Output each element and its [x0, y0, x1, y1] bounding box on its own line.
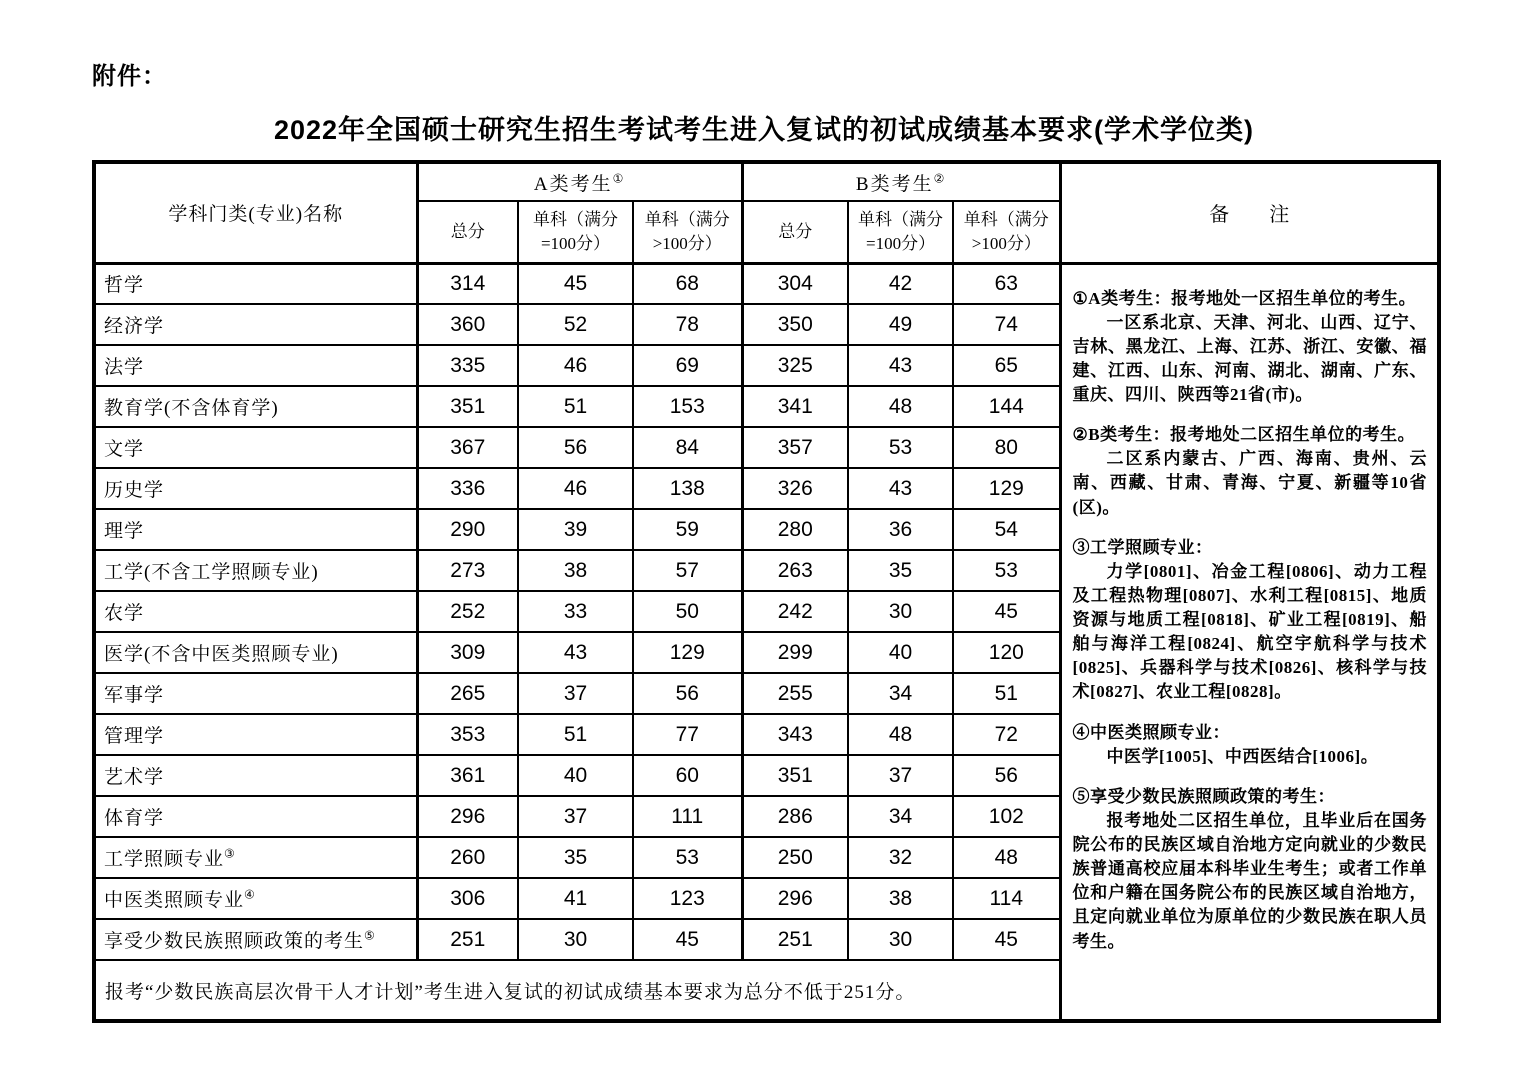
- score-cell: 53: [633, 837, 742, 878]
- score-cell: 63: [953, 263, 1060, 304]
- subject-name-cell: 经济学: [94, 304, 417, 345]
- score-cell: 56: [518, 427, 633, 468]
- score-cell: 39: [518, 509, 633, 550]
- score-cell: 84: [633, 427, 742, 468]
- footnote-text: 报考“少数民族高层次骨干人才计划”考生进入复试的初试成绩基本要求为总分不低于251分。: [94, 960, 1060, 1021]
- score-cell: 341: [742, 386, 848, 427]
- score-cell: 367: [417, 427, 518, 468]
- subject-name-cell: 管理学: [94, 714, 417, 755]
- score-cell: 45: [953, 919, 1060, 960]
- score-cell: 357: [742, 427, 848, 468]
- score-cell: 53: [953, 550, 1060, 591]
- score-cell: 56: [953, 755, 1060, 796]
- group-a-footnote-mark: ①: [612, 172, 626, 186]
- score-cell: 74: [953, 304, 1060, 345]
- score-cell: 48: [848, 386, 953, 427]
- score-cell: 40: [518, 755, 633, 796]
- score-cell: 309: [417, 632, 518, 673]
- score-cell: 38: [848, 878, 953, 919]
- score-cell: 290: [417, 509, 518, 550]
- score-cell: 296: [742, 878, 848, 919]
- subject-footnote-mark: ⑤: [364, 929, 376, 943]
- subject-name-cell: 医学(不含中医类照顾专业): [94, 632, 417, 673]
- score-cell: 263: [742, 550, 848, 591]
- score-cell: 36: [848, 509, 953, 550]
- score-cell: 80: [953, 427, 1060, 468]
- score-cell: 40: [848, 632, 953, 673]
- score-cell: 41: [518, 878, 633, 919]
- subheader-b-single-eq100: 单科（满分 =100分）: [848, 201, 953, 263]
- table-row: [94, 263, 1439, 304]
- subheader-a-total: 总分: [417, 201, 518, 263]
- score-cell: 343: [742, 714, 848, 755]
- score-cell: 45: [953, 591, 1060, 632]
- score-cell: 265: [417, 673, 518, 714]
- subheader-a-single-eq100: 单科（满分 =100分）: [518, 201, 633, 263]
- score-cell: 255: [742, 673, 848, 714]
- score-cell: 296: [417, 796, 518, 837]
- score-cell: 351: [417, 386, 518, 427]
- score-cell: 59: [633, 509, 742, 550]
- score-cell: 35: [848, 550, 953, 591]
- header-row-groups: [94, 162, 1439, 201]
- score-cell: 54: [953, 509, 1060, 550]
- score-rows: [94, 263, 1439, 1021]
- score-cell: 353: [417, 714, 518, 755]
- note-block: [1073, 287, 1428, 408]
- score-table: [92, 160, 1441, 1023]
- score-cell: 34: [848, 673, 953, 714]
- score-cell: 260: [417, 837, 518, 878]
- score-cell: 314: [417, 263, 518, 304]
- score-cell: 361: [417, 755, 518, 796]
- score-cell: 123: [633, 878, 742, 919]
- score-cell: 129: [633, 632, 742, 673]
- score-cell: 304: [742, 263, 848, 304]
- subject-name-cell: 农学: [94, 591, 417, 632]
- score-cell: 326: [742, 468, 848, 509]
- score-cell: 30: [518, 919, 633, 960]
- score-cell: 46: [518, 468, 633, 509]
- score-cell: 34: [848, 796, 953, 837]
- subject-name-cell: 法学: [94, 345, 417, 386]
- note-body: 中医学[1005]、中西医结合[1006]。: [1106, 746, 1379, 766]
- score-cell: 37: [848, 755, 953, 796]
- group-a-label: A类考生: [533, 173, 613, 195]
- score-cell: 250: [742, 837, 848, 878]
- note-head: ①A类考生：报考地处一区招生单位的考生。: [1072, 288, 1417, 308]
- subject-name-cell: 体育学: [94, 796, 417, 837]
- note-block: [1073, 785, 1428, 954]
- score-cell: 77: [633, 714, 742, 755]
- score-cell: 78: [633, 304, 742, 345]
- subject-name-cell: 军事学: [94, 673, 417, 714]
- score-cell: 50: [633, 591, 742, 632]
- score-cell: 251: [417, 919, 518, 960]
- column-header-notes: 备 注: [1060, 162, 1439, 263]
- score-cell: 114: [953, 878, 1060, 919]
- score-cell: 49: [848, 304, 953, 345]
- score-cell: 43: [848, 468, 953, 509]
- column-group-b: [742, 162, 1060, 201]
- score-cell: 252: [417, 591, 518, 632]
- score-cell: 336: [417, 468, 518, 509]
- score-cell: 45: [633, 919, 742, 960]
- group-b-label: B类考生: [855, 173, 934, 195]
- score-cell: 273: [417, 550, 518, 591]
- score-cell: 51: [518, 714, 633, 755]
- score-cell: 280: [742, 509, 848, 550]
- score-cell: 38: [518, 550, 633, 591]
- note-block: [1073, 536, 1428, 705]
- score-cell: 51: [953, 673, 1060, 714]
- score-cell: 360: [417, 304, 518, 345]
- score-cell: 32: [848, 837, 953, 878]
- score-cell: 69: [633, 345, 742, 386]
- score-cell: 35: [518, 837, 633, 878]
- subject-name-cell: 工学照顾专业③: [94, 837, 417, 878]
- score-cell: 350: [742, 304, 848, 345]
- subheader-b-single-gt100: 单科（满分 >100分）: [953, 201, 1060, 263]
- subject-name-cell: 中医类照顾专业④: [94, 878, 417, 919]
- subject-name-cell: 教育学(不含体育学): [94, 386, 417, 427]
- note-body: 报考地处二区招生单位，且毕业后在国务院公布的民族区域自治地方定向就业的少数民族普通高校应届本科毕业生考生；或者工作单位和户籍在国务院公布的民族区域自治地方，且定向就业单位为原单位的少数民族在职人员考生。: [1072, 810, 1428, 951]
- subject-name-cell: 理学: [94, 509, 417, 550]
- subject-name-cell: 文学: [94, 427, 417, 468]
- score-cell: 37: [518, 796, 633, 837]
- score-cell: 43: [518, 632, 633, 673]
- score-cell: 138: [633, 468, 742, 509]
- subheader-b-total: 总分: [742, 201, 848, 263]
- score-cell: 72: [953, 714, 1060, 755]
- score-cell: 299: [742, 632, 848, 673]
- score-cell: 306: [417, 878, 518, 919]
- score-cell: 37: [518, 673, 633, 714]
- attachment-label: 附件：: [92, 63, 167, 90]
- subject-name-cell: 工学(不含工学照顾专业): [94, 550, 417, 591]
- note-block: [1073, 423, 1428, 520]
- score-cell: 45: [518, 263, 633, 304]
- note-body: 一区系北京、天津、河北、山西、辽宁、吉林、黑龙江、上海、江苏、浙江、安徽、福建、江西、山东、河南、湖北、湖南、广东、重庆、四川、陕西等21省(市)。: [1072, 312, 1428, 404]
- score-cell: 60: [633, 755, 742, 796]
- score-cell: 102: [953, 796, 1060, 837]
- score-cell: 33: [518, 591, 633, 632]
- subject-name-cell: 享受少数民族照顾政策的考生⑤: [94, 919, 417, 960]
- subject-footnote-mark: ③: [224, 847, 236, 861]
- score-cell: 30: [848, 919, 953, 960]
- score-cell: 30: [848, 591, 953, 632]
- subject-name-cell: 哲学: [94, 263, 417, 304]
- note-head: ③工学照顾专业：: [1072, 537, 1213, 557]
- score-cell: 68: [633, 263, 742, 304]
- score-cell: 144: [953, 386, 1060, 427]
- score-cell: 52: [518, 304, 633, 345]
- note-head: ⑤享受少数民族照顾政策的考生：: [1072, 786, 1336, 806]
- score-cell: 48: [848, 714, 953, 755]
- score-cell: 325: [742, 345, 848, 386]
- score-cell: 351: [742, 755, 848, 796]
- subject-footnote-mark: ④: [244, 888, 256, 902]
- group-b-footnote-mark: ②: [933, 172, 947, 186]
- score-cell: 242: [742, 591, 848, 632]
- score-cell: 53: [848, 427, 953, 468]
- subject-name-cell: 历史学: [94, 468, 417, 509]
- score-cell: 251: [742, 919, 848, 960]
- column-group-a: [417, 162, 742, 201]
- score-cell: 51: [518, 386, 633, 427]
- subheader-a-single-gt100: 单科（满分 >100分）: [633, 201, 742, 263]
- score-cell: 111: [633, 796, 742, 837]
- score-cell: 46: [518, 345, 633, 386]
- score-cell: 120: [953, 632, 1060, 673]
- score-cell: 43: [848, 345, 953, 386]
- note-body: 二区系内蒙古、广西、海南、贵州、云南、西藏、甘肃、青海、宁夏、新疆等10省(区)。: [1072, 449, 1428, 517]
- score-cell: 56: [633, 673, 742, 714]
- score-cell: 57: [633, 550, 742, 591]
- note-head: ②B类考生：报考地处二区招生单位的考生。: [1072, 425, 1416, 445]
- score-cell: 335: [417, 345, 518, 386]
- subject-name-cell: 艺术学: [94, 755, 417, 796]
- score-cell: 42: [848, 263, 953, 304]
- score-cell: 153: [633, 386, 742, 427]
- score-cell: 286: [742, 796, 848, 837]
- note-head: ④中医类照顾专业：: [1072, 722, 1231, 742]
- notes-cell: [1060, 263, 1439, 1021]
- note-block: [1073, 721, 1428, 769]
- score-cell: 129: [953, 468, 1060, 509]
- score-cell: 48: [953, 837, 1060, 878]
- note-body: 力学[0801]、冶金工程[0806]、动力工程及工程热物理[0807]、水利工程[0815]、地质资源与地质工程[0818]、矿业工程[0819]、船舶与海洋工程[0824]、航空宇航科学与技术[0825]、兵器科学与技术[0826]、核科学与技术[0827]、农业工程[0828]。: [1072, 561, 1428, 702]
- column-header-subject: 学科门类(专业)名称: [94, 162, 417, 263]
- page-title: 2022年全国硕士研究生招生考试考生进入复试的初试成绩基本要求(学术学位类): [273, 115, 1255, 145]
- score-cell: 65: [953, 345, 1060, 386]
